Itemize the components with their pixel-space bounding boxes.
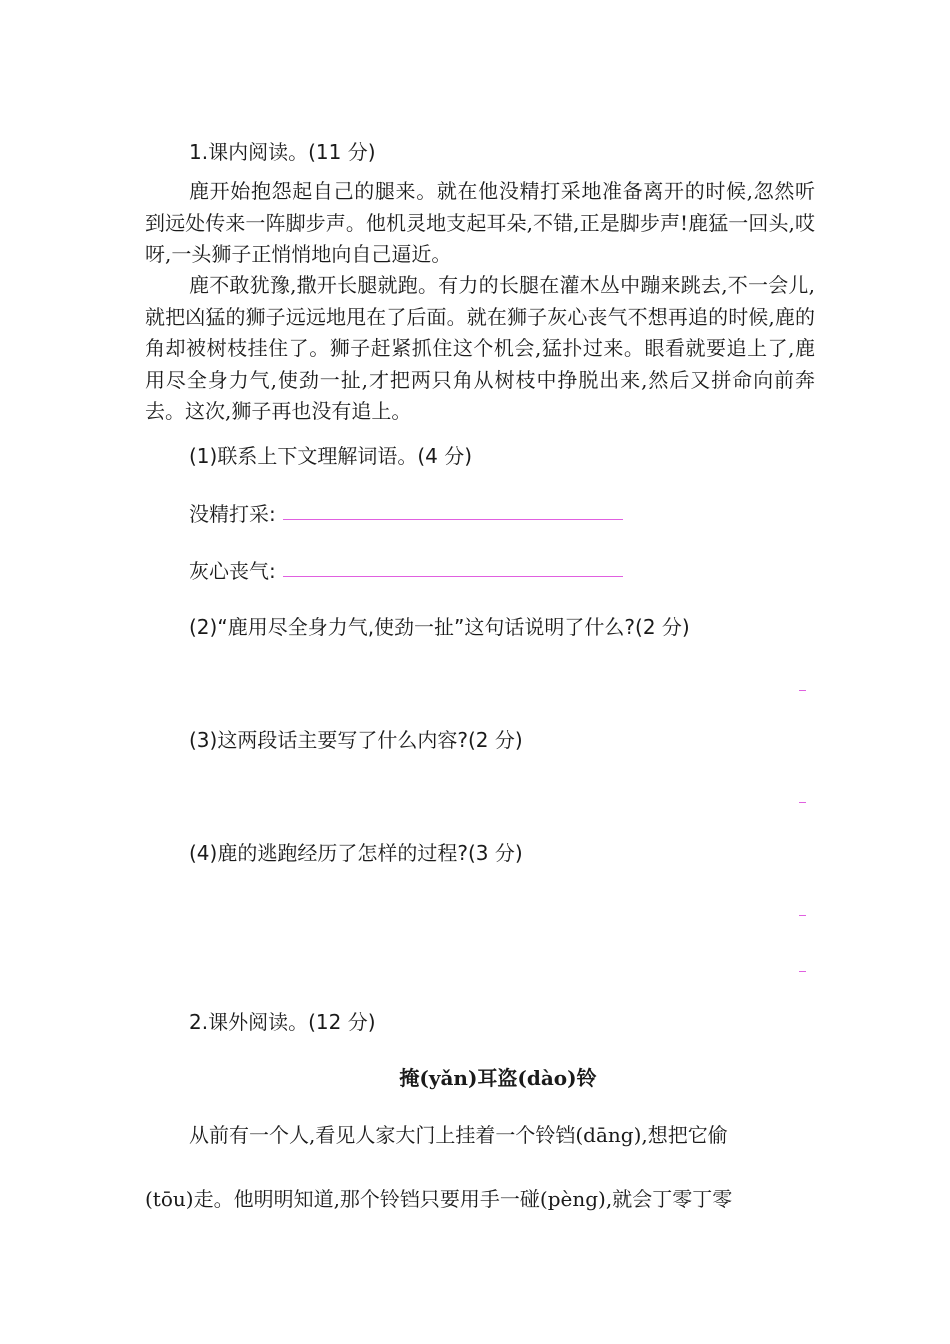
q1-word-2-answer-line[interactable] <box>283 576 623 577</box>
question-3: (3)这两段话主要写了什么内容?(2 分) <box>189 728 523 752</box>
section1-heading: 1.课内阅读。(11 分) <box>189 140 376 164</box>
q4-answer-line-2[interactable] <box>799 971 806 972</box>
q1-word-1-label: 没精打采: <box>189 502 276 526</box>
reading-paragraph-1: 鹿开始抱怨起自己的腿来。就在他没精打采地准备离开的时候,忽然听到远处传来一阵脚步声。他机灵地支起耳朵,不错,正是脚步声!鹿猛一回头,哎呀,一头狮子正悄悄地向自己逼近。 <box>145 179 815 266</box>
section2-heading: 2.课外阅读。(12 分) <box>189 1010 376 1034</box>
reading-paragraph-2: 鹿不敢犹豫,撒开长腿就跑。有力的长腿在灌木丛中蹦来跳去,不一会儿,就把凶猛的狮子远远地甩在了后面。就在狮子灰心丧气不想再追的时候,鹿的角却被树枝挂住了。狮子赶紧抓住这个机会,猛扑过来。眼看就要追上了,鹿用尽全身力气,使劲一扯,才把两只角从树枝中挣脱出来,然后又拼命向前奔去。这次,狮子再也没有追上。 <box>145 273 815 423</box>
question-1: (1)联系上下文理解词语。(4 分) <box>189 444 473 468</box>
q4-answer-line-1[interactable] <box>799 915 806 916</box>
q1-word-2-label: 灰心丧气: <box>189 559 276 583</box>
q2-answer-line[interactable] <box>799 690 806 691</box>
question-4: (4)鹿的逃跑经历了怎样的过程?(3 分) <box>189 841 523 865</box>
story-title: 掩(yǎn)耳盗(dào)铃 <box>399 1066 597 1090</box>
question-2: (2)“鹿用尽全身力气,使劲一扯”这句话说明了什么?(2 分) <box>189 615 690 639</box>
q3-answer-line[interactable] <box>799 802 806 803</box>
story-line-1: 从前有一个人,看见人家大门上挂着一个铃铛(dāng),想把它偷 <box>189 1123 728 1147</box>
story-line-2: (tōu)走。他明明知道,那个铃铛只要用手一碰(pèng),就会丁零丁零 <box>145 1187 733 1211</box>
q1-word-1-answer-line[interactable] <box>283 519 623 520</box>
